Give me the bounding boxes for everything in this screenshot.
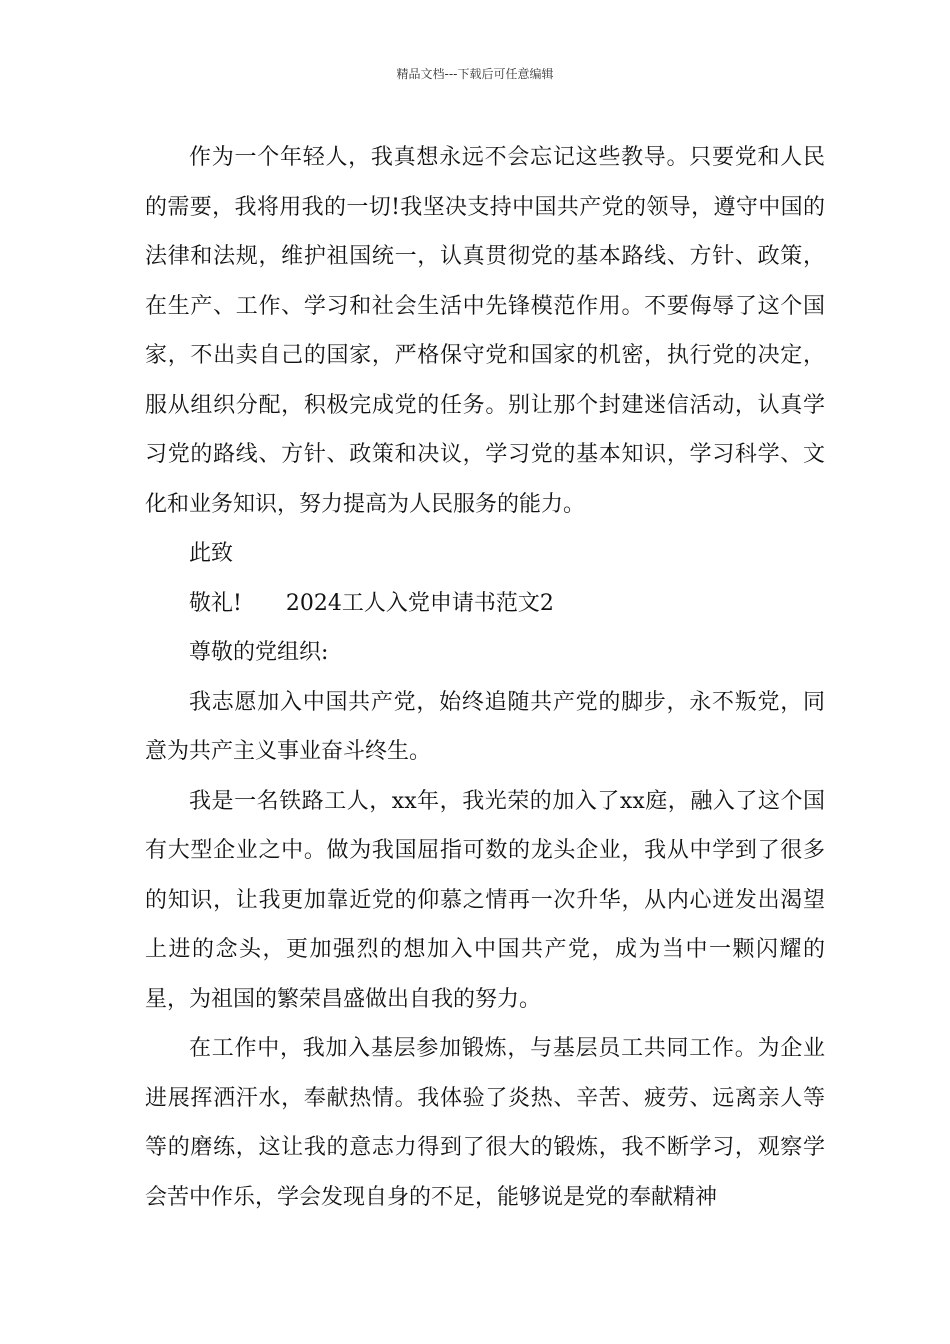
body-paragraph: 我志愿加入中国共产党，始终追随共产党的脚步，永不叛党，同意为共产主义事业奋斗终生。 bbox=[145, 689, 825, 764]
page-header: 精品文档---下载后可任意编辑 bbox=[396, 67, 554, 81]
greeting-line: 尊敬的党组织: bbox=[189, 640, 329, 665]
section-title: 2024工人入党申请书范文2 bbox=[285, 590, 554, 616]
body-paragraph: 我是一名铁路工人，xx年，我光荣的加入了xx庭，融入了这个国有大型企业之中。做为我国屈指可数的龙头企业，我从中学到了很多的知识，让我更加靠近党的仰慕之情再一次升华，从内心迸发出渴望上进的念头，更加强烈的想加入中国共产党，成为当中一颗闪耀的星，为祖国的繁荣昌盛做出自我的努力。 bbox=[145, 788, 825, 1012]
body-paragraph: 作为一个年轻人，我真想永远不会忘记这些教导。只要党和人民的需要，我将用我的一切!我坚决支持中国共产党的领导，遵守中国的法律和法规，维护祖国统一，认真贯彻党的基本路线、方针、政策，在生产、工作、学习和社会生活中先锋模范作用。不要侮辱了这个国家，不出卖自己的国家，严格保守党和国家的机密，执行党的决定，服从组织分配，积极完成党的任务。别让那个封建迷信活动，认真学习党的路线、方针、政策和决议，学习党的基本知识，学习科学、文化和业务知识，努力提高为人民服务的能力。 bbox=[145, 145, 825, 517]
document-body bbox=[145, 133, 825, 1222]
body-paragraph: 在工作中，我加入基层参加锻炼，与基层员工共同工作。为企业进展挥洒汗水，奉献热情。我体验了炎热、辛苦、疲劳、远离亲人等等的磨练，这让我的意志力得到了很大的锻炼，我不断学习，观察学会苦中作乐，学会发现自身的不足，能够说是党的奉献精神 bbox=[145, 1036, 825, 1210]
closing-salute: 敬礼! bbox=[189, 590, 242, 616]
closing-line bbox=[145, 579, 825, 629]
salutation-line: 此致 bbox=[189, 541, 234, 566]
